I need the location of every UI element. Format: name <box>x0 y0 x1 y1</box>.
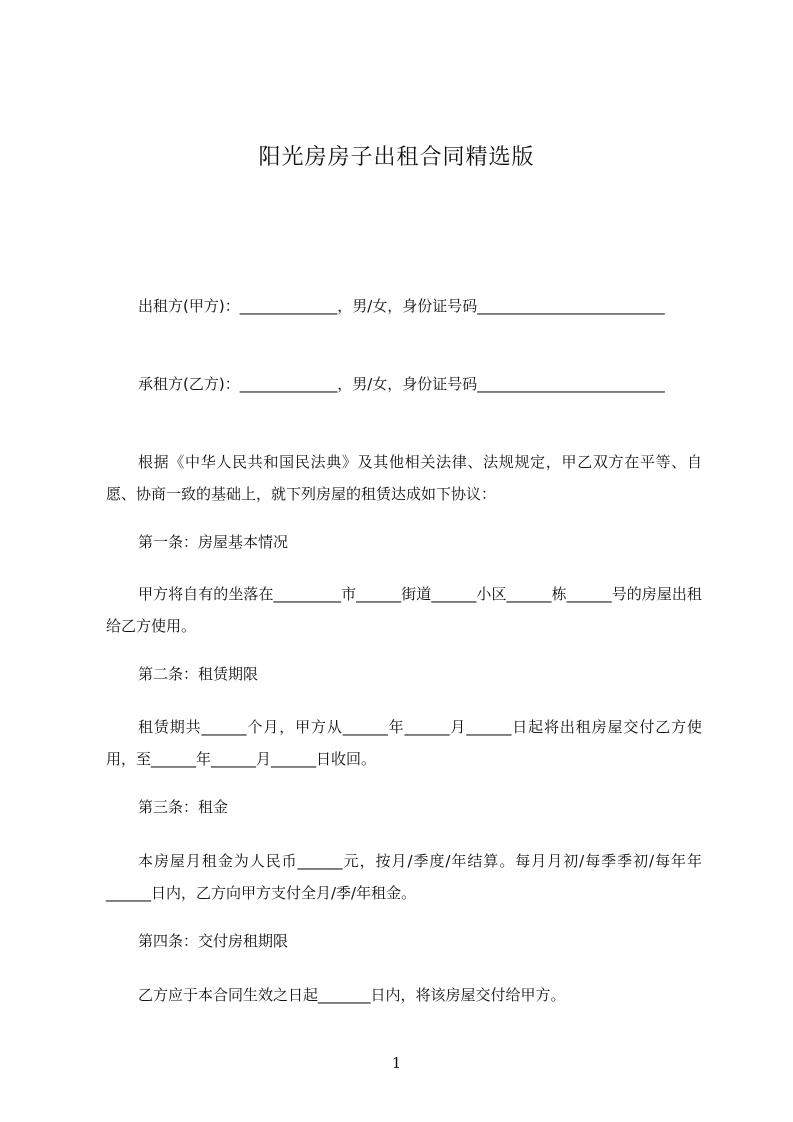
article-1-body: 甲方将自有的坐落在_________市______街道______小区______栋______号的房屋出租给乙方使用。 <box>106 585 702 635</box>
party-a-line: 出租方(甲方)：_____________，男/女，身份证号码_________________________ <box>138 297 665 315</box>
document-title: 阳光房房子出租合同精选版 <box>258 145 535 170</box>
article-2-heading: 第二条：租赁期限 <box>138 665 259 683</box>
party-b-line: 承租方(乙方)：_____________，男/女，身份证号码_________________________ <box>138 375 665 393</box>
page-number: 1 <box>391 1054 402 1072</box>
article-3-body: 本房屋月租金为人民币______元，按月/季度/年结算。每月月初/每季季初/每年年______日内，乙方向甲方支付全月/季/年租金。 <box>106 852 702 902</box>
article-3-heading: 第三条：租金 <box>138 798 229 816</box>
article-4-body: 乙方应于本合同生效之日起_______日内，将该房屋交付给甲方。 <box>138 986 566 1004</box>
article-1-heading: 第一条：房屋基本情况 <box>138 533 289 551</box>
article-4-heading: 第四条：交付房租期限 <box>138 932 289 950</box>
preamble-paragraph: 根据《中华人民共和国民法典》及其他相关法律、法规规定，甲乙双方在平等、自愿、协商一致的基础上，就下列房屋的租赁达成如下协议： <box>106 453 702 503</box>
article-2-body: 租赁期共______个月，甲方从______年______月______日起将出租房屋交付乙方使用，至______年______月______日收回。 <box>106 718 702 768</box>
